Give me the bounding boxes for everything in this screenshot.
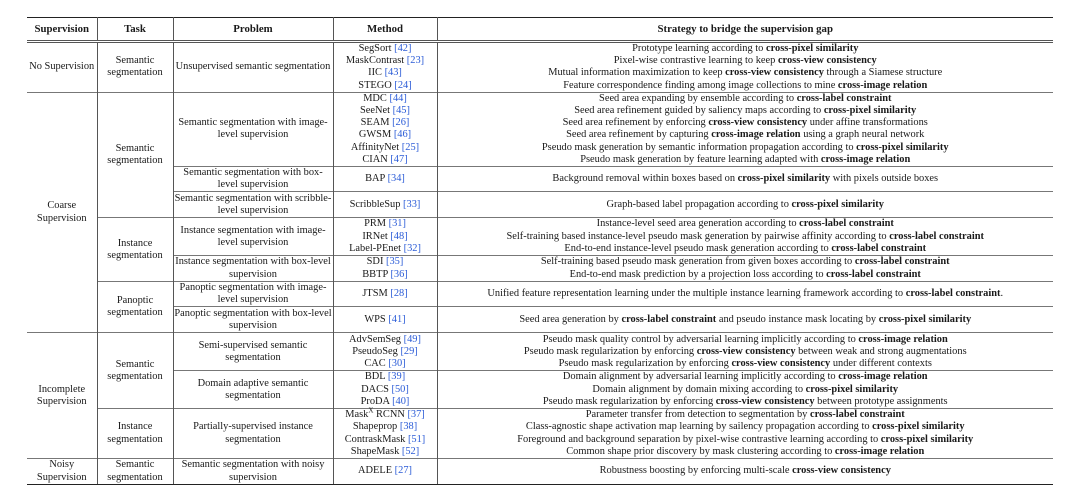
strategy-list (438, 465, 1054, 477)
strategy-text: Graph-based label propagation according to (606, 198, 792, 210)
strategy-text: Robustness boosting by enforcing multi-scale (599, 465, 793, 477)
method-item (334, 231, 437, 243)
method-item (334, 67, 437, 79)
strategy-list (438, 371, 1054, 408)
method-item (334, 446, 437, 458)
task-cell: Semantic segmentation (97, 92, 173, 218)
method-list (334, 465, 437, 477)
header-problem: Problem (173, 18, 333, 42)
strategy-text: Seed area refinement guided by saliency maps according to (574, 105, 824, 117)
strategy-text: with pixels outside boxes (830, 173, 939, 185)
strategy-item (438, 117, 1054, 129)
citation-ref: [24] (394, 79, 412, 91)
citation-ref: [27] (394, 465, 412, 477)
method-item (334, 105, 437, 117)
strategy-item (438, 384, 1054, 396)
strategy-text: Seed area refinement by enforcing (562, 117, 709, 129)
strategy-item (438, 80, 1054, 92)
strategy-key-term: cross-view consistency (792, 465, 891, 477)
citation-ref: [39] (387, 371, 406, 383)
strategy-cell (437, 92, 1053, 166)
method-item (334, 243, 437, 255)
strategy-text: Seed area expanding by ensemble according to (599, 92, 797, 104)
strategy-key-term: cross-view consistency (725, 67, 824, 79)
table-row (27, 371, 1053, 409)
citation-ref: [46] (393, 129, 412, 141)
method-name: ADELE (358, 465, 393, 477)
method-name: STEGO (358, 79, 392, 91)
strategy-item (438, 55, 1054, 67)
method-name: MDC (363, 92, 387, 104)
strategy-text: Pseudo mask regularization by enforcing (523, 345, 697, 357)
method-item (334, 269, 437, 281)
strategy-key-term: cross-pixel similarity (737, 173, 831, 185)
citation-ref: [31] (388, 218, 406, 230)
method-name: DACS (361, 383, 389, 395)
strategy-key-term: cross-label constraint (796, 92, 892, 104)
method-list (334, 93, 437, 166)
method-name: WPS (364, 313, 386, 325)
method-name: SeeNet (360, 105, 391, 117)
task-cell: Semantic segmentation (97, 333, 173, 409)
strategy-key-term: cross-view consistency (696, 345, 796, 357)
method-name: ShapeMask (350, 445, 400, 457)
strategy-item (438, 465, 1054, 477)
method-name: BBTP (362, 268, 388, 280)
method-item (334, 421, 437, 433)
table-row (27, 92, 1053, 166)
strategy-text: under affine transformations (807, 117, 928, 129)
strategy-item (438, 421, 1054, 433)
supervision-cell: Incomplete Supervision (27, 333, 97, 459)
strategy-text: Prototype learning according to (632, 43, 766, 54)
strategy-text: Pseudo mask regularization by enforcing (542, 395, 716, 407)
method-list (334, 371, 437, 408)
method-item (334, 358, 437, 370)
method-cell (333, 371, 437, 409)
method-name: Shapeprop (352, 421, 398, 433)
strategy-item (438, 199, 1054, 211)
strategy-cell (437, 282, 1053, 307)
strategy-text: Seed area generation by (519, 313, 622, 325)
table-row (27, 307, 1053, 333)
strategy-text: . (1000, 288, 1004, 300)
task-cell: Instance segmentation (97, 409, 173, 459)
strategy-text: Pixel-wise contrastive learning to keep (613, 55, 778, 67)
strategy-key-term: cross-image relation (838, 371, 928, 383)
method-name: ScribbleSup (349, 198, 401, 210)
method-item (334, 314, 437, 326)
strategy-list (438, 256, 1054, 280)
strategy-cell (437, 167, 1053, 192)
table-row (27, 167, 1053, 192)
strategy-list (438, 288, 1054, 300)
method-item (334, 117, 437, 129)
citation-ref: [23] (406, 55, 425, 67)
method-name: MaskContrast (345, 55, 405, 67)
method-item (334, 465, 437, 477)
strategy-item (438, 269, 1054, 281)
problem-cell: Panoptic segmentation with box-level supervision (174, 307, 332, 331)
supervision-cell: Coarse Supervision (27, 92, 97, 333)
citation-ref: [50] (391, 383, 409, 395)
method-cell (333, 256, 437, 282)
method-list (334, 288, 437, 300)
method-item (334, 256, 437, 268)
citation-ref: [34] (387, 173, 405, 185)
strategy-key-term: cross-image relation (858, 333, 948, 345)
table-body (27, 42, 1053, 485)
method-cell (333, 282, 437, 307)
strategy-text: Feature correspondence finding among image collections to mine (563, 79, 838, 91)
method-cell (333, 218, 437, 256)
strategy-key-term: cross-view consistency (731, 358, 831, 370)
strategy-text: End-to-end instance-level pseudo mask generation according to (564, 242, 832, 254)
strategy-item (438, 256, 1054, 268)
citation-ref: [47] (390, 153, 408, 165)
strategy-item (438, 288, 1054, 300)
strategy-text: between prototype assignments (814, 395, 948, 407)
method-name: GWSM (358, 129, 392, 141)
strategy-item (438, 334, 1054, 346)
method-cell (333, 406, 437, 459)
method-item (334, 173, 437, 185)
citation-ref: [28] (390, 288, 408, 300)
strategy-key-term: cross-pixel similarity (878, 313, 972, 325)
citation-ref: [38] (399, 421, 418, 433)
strategy-cell (437, 256, 1053, 282)
strategy-cell (437, 333, 1053, 371)
strategy-key-term: cross-label constraint (889, 230, 984, 242)
header-row (27, 18, 1053, 42)
supervision-cell: No Supervision (27, 42, 97, 93)
method-item (334, 93, 437, 105)
strategy-item (438, 93, 1054, 105)
table-row (27, 218, 1053, 256)
method-item (334, 55, 437, 67)
strategy-key-term: cross-image relation (711, 129, 801, 141)
strategy-list (438, 409, 1054, 458)
strategy-text: Background removal within boxes based on (552, 173, 738, 185)
table-row (27, 409, 1053, 459)
method-name: AdvSemSeg (349, 333, 402, 345)
strategy-text: Self-training based pseudo mask generation from given boxes according to (540, 256, 855, 268)
citation-ref: [42] (394, 43, 412, 54)
strategy-text: under different contexts (830, 358, 932, 370)
strategy-item (438, 346, 1054, 358)
strategy-cell (437, 371, 1053, 409)
problem-cell: Unsupervised semantic segmentation (173, 42, 333, 93)
strategy-key-term: cross-view consistency (777, 55, 877, 67)
method-item (334, 80, 437, 92)
strategy-item (438, 173, 1054, 185)
strategy-text: between weak and strong augmentations (795, 345, 967, 357)
strategy-text: and pseudo instance mask locating by (716, 313, 879, 325)
strategy-text: Unified feature representation learning under the multiple instance learning framework according to (487, 288, 906, 300)
method-name: SDI (366, 256, 384, 268)
method-item (334, 288, 437, 300)
method-name: IIC (368, 67, 382, 79)
header-task: Task (97, 18, 173, 42)
method-name-superscript: X (368, 406, 374, 415)
strategy-key-term: cross-image relation (820, 153, 911, 165)
method-item (334, 406, 437, 421)
strategy-key-term: cross-label constraint (826, 268, 921, 280)
method-list (334, 199, 437, 211)
citation-ref: [30] (388, 358, 406, 370)
strategy-item (438, 446, 1054, 458)
strategy-item (438, 243, 1054, 255)
method-list (334, 173, 437, 185)
table-row (27, 192, 1053, 218)
citation-ref: [43] (384, 67, 402, 79)
citation-ref: [40] (392, 395, 410, 407)
method-item (334, 199, 437, 211)
strategy-text: through a Siamese structure (823, 67, 943, 79)
task-cell: Instance segmentation (97, 218, 173, 282)
strategy-item (438, 218, 1054, 230)
problem-cell: Semantic segmentation with scribble-level supervision (174, 192, 332, 216)
method-list (334, 43, 437, 92)
strategy-list (438, 334, 1054, 371)
strategy-key-term: cross-image relation (834, 445, 925, 457)
strategy-list (438, 314, 1054, 326)
method-item (334, 384, 437, 396)
method-cell (333, 192, 437, 218)
strategy-text: Pseudo mask regularization by enforcing (558, 358, 732, 370)
strategy-text: Common shape prior discovery by mask clustering according to (566, 445, 835, 457)
method-name: BAP (365, 173, 385, 185)
method-list (334, 334, 437, 371)
method-cell (333, 333, 437, 371)
header-method: Method (333, 18, 437, 42)
strategy-text: using a graph neural network (800, 129, 925, 141)
strategy-item (438, 371, 1054, 383)
strategy-cell (437, 192, 1053, 218)
method-name: Label-PEnet (349, 242, 401, 254)
problem-cell: Instance segmentation with box-level supervision (173, 256, 333, 282)
strategy-text: Domain alignment by adversarial learning implicitly according to (562, 371, 839, 383)
strategy-key-term: cross-label constraint (621, 313, 717, 325)
method-item (334, 346, 437, 358)
citation-ref: [25] (401, 141, 420, 153)
strategy-list (438, 93, 1054, 166)
method-item (334, 142, 437, 154)
strategy-text: Seed area refinement by capturing (566, 129, 712, 141)
citation-ref: [26] (392, 117, 410, 129)
method-name: BDL (364, 371, 386, 383)
strategy-text: Self-training based instance-level pseudo mask generation by pairwise affinity according to (506, 230, 890, 242)
problem-cell: Semantic segmentation with image-level supervision (173, 92, 333, 166)
strategy-text: Parameter transfer from detection to segmentation by (585, 409, 810, 421)
strategy-text: Mutual information maximization to keep (548, 67, 726, 79)
method-list (334, 256, 437, 280)
problem-cell: Semantic segmentation with box-level supervision (173, 167, 333, 192)
method-item (334, 396, 437, 408)
table-row (27, 256, 1053, 282)
strategy-cell (437, 307, 1053, 333)
task-cell: Panoptic segmentation (97, 282, 173, 333)
strategy-key-term: cross-label constraint (809, 409, 905, 421)
strategy-item (438, 129, 1054, 141)
method-cell (333, 307, 437, 333)
strategy-key-term: cross-view consistency (715, 395, 815, 407)
citation-ref: [41] (388, 313, 406, 325)
problem-cell: Panoptic segmentation with image-level supervision (173, 282, 333, 307)
problem-cell: Semi-supervised semantic segmentation (173, 333, 333, 371)
header-strategy: Strategy to bridge the supervision gap (437, 18, 1053, 42)
problem-cell: Partially-supervised instance segmentation (173, 409, 333, 459)
method-cell (333, 167, 437, 192)
strategy-key-term: cross-image relation (837, 79, 928, 91)
method-name: AffinityNet (350, 141, 400, 153)
strategy-key-term: cross-pixel similarity (765, 43, 859, 54)
strategy-key-term: cross-label constraint (831, 242, 927, 254)
method-list (334, 218, 437, 255)
strategy-key-term: cross-pixel similarity (791, 198, 884, 210)
strategy-key-term: cross-pixel similarity (872, 421, 965, 433)
strategy-text: Instance-level seed area generation according to (596, 218, 800, 230)
problem-cell: Instance segmentation with image-level supervision (173, 218, 333, 256)
method-name: CIAN (362, 153, 388, 165)
citation-ref: [32] (403, 242, 421, 254)
strategy-text: Pseudo mask generation by semantic information propagation according to (541, 141, 857, 153)
citation-ref: [45] (392, 105, 410, 117)
strategy-item (438, 434, 1054, 446)
method-cell (333, 459, 437, 485)
method-item (334, 129, 437, 141)
strategy-item (438, 358, 1054, 370)
citation-ref: [35] (386, 256, 404, 268)
strategy-cell (437, 459, 1053, 485)
strategy-text: Domain alignment by domain mixing according to (592, 383, 806, 395)
strategy-list (438, 173, 1054, 185)
citation-ref: [48] (390, 230, 408, 242)
method-item (334, 154, 437, 166)
strategy-key-term: cross-pixel similarity (880, 433, 974, 445)
strategy-item (438, 231, 1054, 243)
citation-ref: [33] (403, 198, 421, 210)
task-cell: Semantic segmentation (97, 459, 173, 485)
method-name: PseudoSeg (352, 345, 398, 357)
method-name: PRM (364, 218, 387, 230)
method-name-suffix: RCNN (373, 409, 405, 421)
strategy-key-term: cross-pixel similarity (823, 105, 917, 117)
method-list (334, 406, 437, 458)
citation-ref: [52] (401, 445, 420, 457)
table-row (27, 282, 1053, 307)
method-cell (333, 92, 437, 166)
method-item (334, 43, 437, 55)
method-name: IRNet (362, 230, 388, 242)
strategy-item (438, 396, 1054, 408)
supervision-gap-table (27, 17, 1053, 485)
strategy-item (438, 409, 1054, 421)
strategy-text: Pseudo mask generation by feature learning adapted with (580, 153, 821, 165)
strategy-key-term: cross-label constraint (854, 256, 950, 268)
strategy-cell (437, 218, 1053, 256)
strategy-key-term: cross-label constraint (799, 218, 894, 230)
problem-cell: Domain adaptive semantic segmentation (173, 371, 333, 409)
strategy-list (438, 43, 1054, 92)
method-name: SegSort (358, 43, 392, 54)
strategy-key-term: cross-view consistency (708, 117, 808, 129)
method-name: JTSM (362, 288, 388, 300)
method-item (334, 434, 437, 446)
strategy-cell (437, 42, 1053, 93)
strategy-list (438, 199, 1054, 211)
method-item (334, 218, 437, 230)
strategy-item (438, 142, 1054, 154)
table-row (27, 333, 1053, 371)
strategy-item (438, 105, 1054, 117)
strategy-text: Foreground and background separation by pixel-wise contrastive learning according to (517, 433, 881, 445)
table-row (27, 42, 1053, 93)
supervision-cell: Noisy Supervision (27, 459, 97, 485)
strategy-key-term: cross-label constraint (905, 288, 1001, 300)
method-item (334, 371, 437, 383)
strategy-cell (437, 409, 1053, 459)
problem-cell: Semantic segmentation with noisy supervision (173, 459, 333, 485)
strategy-text: Pseudo mask quality control by adversarial learning implicitly according to (542, 333, 859, 345)
strategy-key-term: cross-pixel similarity (805, 383, 899, 395)
strategy-item (438, 314, 1054, 326)
method-name: Mask (345, 409, 369, 421)
header-supervision: Supervision (27, 18, 97, 42)
table-row (27, 459, 1053, 485)
strategy-text: End-to-end mask prediction by a projection loss according to (569, 268, 827, 280)
task-cell: Semantic segmentation (97, 42, 173, 93)
method-cell (333, 42, 437, 93)
citation-ref: [51] (407, 433, 426, 445)
method-list (334, 314, 437, 326)
citation-ref: [49] (403, 333, 421, 345)
strategy-item (438, 43, 1054, 55)
method-item (334, 334, 437, 346)
strategy-list (438, 218, 1054, 255)
method-name: CAC (364, 358, 386, 370)
method-name: ProDA (360, 395, 390, 407)
citation-ref: [44] (389, 92, 407, 104)
citation-ref: [37] (407, 409, 425, 421)
strategy-item (438, 67, 1054, 79)
strategy-text: Class-agnostic shape activation map learning by sailency propagation according to (525, 421, 873, 433)
method-name: SEAM (360, 117, 390, 129)
strategy-item (438, 154, 1054, 166)
citation-ref: [29] (400, 345, 418, 357)
method-name: ContraskMask (344, 433, 406, 445)
citation-ref: [36] (390, 268, 408, 280)
strategy-key-term: cross-pixel similarity (856, 141, 949, 153)
